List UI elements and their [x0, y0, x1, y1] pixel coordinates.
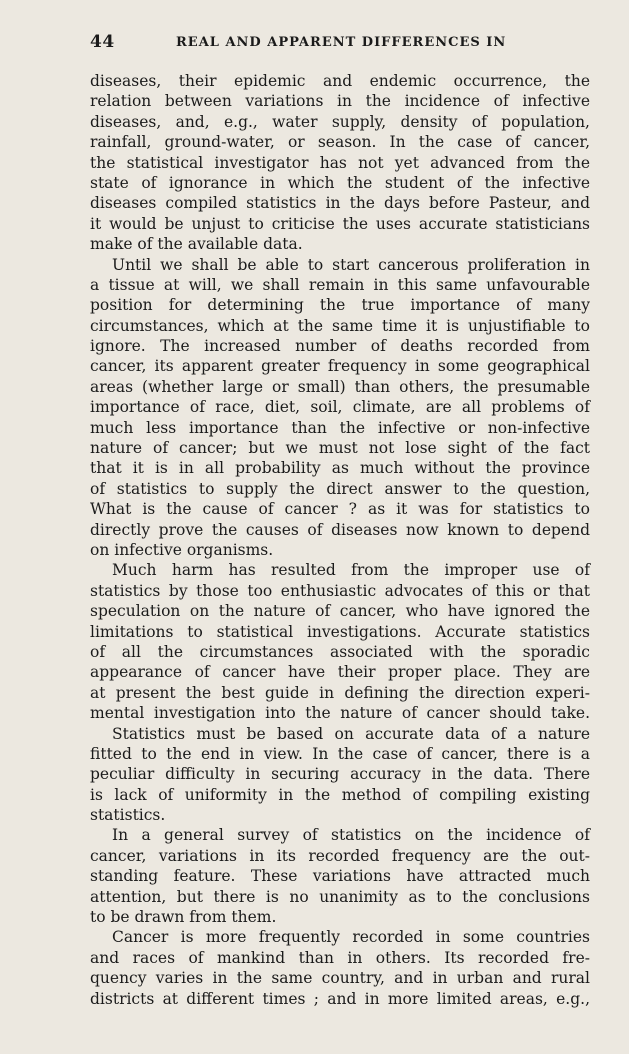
text-line: make of the available data. — [90, 235, 303, 254]
text-line: diseases, their epidemic and endemic occurrence, the — [90, 72, 590, 90]
text-line: areas (whether large or small) than others, the presumable — [90, 377, 590, 396]
text-line: mental investigation into the nature of cancer should take. — [90, 704, 590, 723]
text-line: limitations to statistical investigations. Accurate statistics — [90, 622, 590, 641]
text-line: cancer, its apparent greater frequency in some geographical — [90, 357, 590, 376]
text-line: peculiar difficulty in securing accuracy in the data. There — [90, 765, 590, 784]
text-line: statistics. — [90, 806, 166, 825]
text-line: of statistics to supply the direct answer to the question, — [90, 479, 590, 498]
running-title: REAL AND APPARENT DIFFERENCES IN — [176, 35, 507, 50]
text-line: appearance of cancer have their proper place. They are — [90, 663, 590, 682]
page-number: 44 — [90, 32, 115, 52]
text-line: Statistics must be based on accurate data of a nature — [112, 724, 590, 743]
text-line: importance of race, diet, soil, climate, are all problems of — [90, 398, 590, 417]
page-header — [90, 32, 590, 56]
text-line: ignore. The increased number of deaths recorded from — [90, 337, 590, 356]
text-line: circumstances, which at the same time it is unjustifiable to — [90, 316, 590, 335]
text-line: speculation on the nature of cancer, who have ignored the — [90, 602, 590, 621]
text-line: statistics by those too enthusiastic advocates of this or that — [90, 581, 590, 600]
text-line: of all the circumstances associated with the sporadic — [90, 642, 590, 661]
text-line: fitted to the end in view. In the case of cancer, there is a — [90, 744, 590, 763]
text-line: that it is in all probability as much without the province — [90, 459, 590, 478]
text-line: on infective organisms. — [90, 540, 274, 559]
text-line: and races of mankind than in others. Its recorded fre- — [90, 948, 590, 967]
text-line: In a general survey of statistics on the incidence of — [112, 826, 590, 845]
text-line: standing feature. These variations have attracted much — [90, 867, 590, 886]
text-line: What is the cause of cancer ? as it was for statistics to — [90, 500, 590, 519]
text-line: position for determining the true importance of many — [90, 296, 590, 315]
text-line: Cancer is more frequently recorded in some countries — [112, 928, 590, 947]
text-line: relation between variations in the incidence of infective — [90, 92, 590, 111]
text-line: is lack of uniformity in the method of compiling existing — [90, 785, 590, 804]
text-line: state of ignorance in which the student of the infective — [90, 173, 590, 192]
text-line: it would be unjust to criticise the uses accurate statisticians — [90, 214, 590, 233]
text-line: districts at different times ; and in more limited areas, e.g., — [90, 989, 590, 1008]
text-line: quency varies in the same country, and in urban and rural — [90, 969, 590, 988]
text-line: diseases compiled statistics in the days before Pasteur, and — [90, 194, 590, 213]
text-line: cancer, variations in its recorded frequency are the out- — [90, 846, 590, 865]
text-line: diseases, and, e.g., water supply, density of population, — [90, 112, 590, 131]
body-text — [90, 71, 590, 1009]
text-line: a tissue at will, we shall remain in this same unfavourable — [90, 275, 590, 294]
text-line: much less importance than the infective or non-infective — [90, 418, 590, 437]
text-line: rainfall, ground-water, or season. In the case of cancer, — [90, 133, 590, 152]
text-line: directly prove the causes of diseases now known to depend — [90, 520, 590, 539]
text-line: Much harm has resulted from the improper use of — [112, 561, 590, 580]
text-line: Until we shall be able to start cancerous proliferation in — [112, 255, 590, 274]
text-line: the statistical investigator has not yet advanced from the — [90, 153, 590, 172]
text-line: attention, but there is no unanimity as to the conclusions — [90, 887, 590, 906]
text-line: nature of cancer; but we must not lose sight of the fact — [90, 439, 590, 458]
text-line: to be drawn from them. — [90, 908, 277, 927]
text-line: at present the best guide in defining the direction experi- — [90, 683, 590, 702]
